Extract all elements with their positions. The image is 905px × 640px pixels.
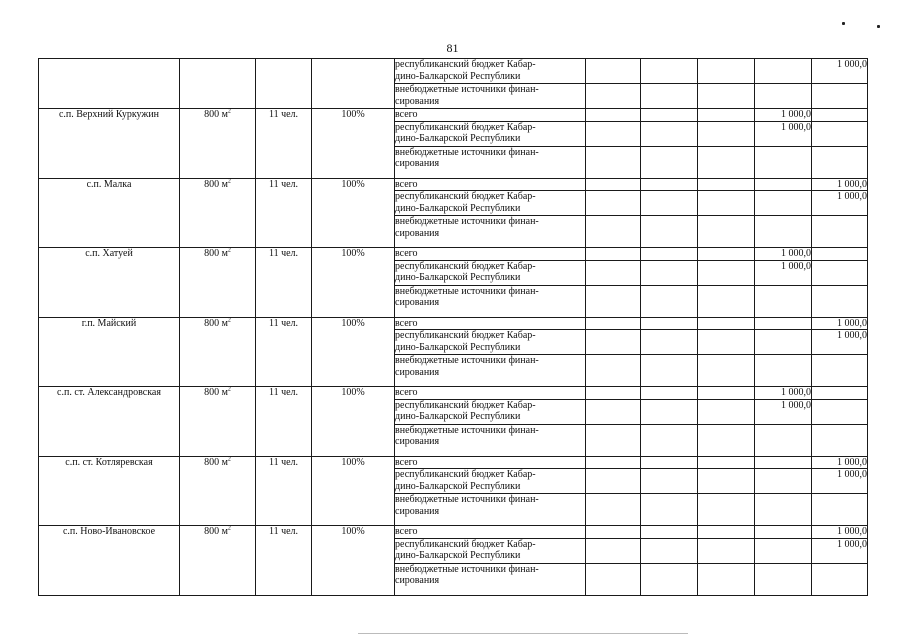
table-cell [698, 424, 755, 456]
source-label [395, 424, 586, 456]
source-label-text: сирования [395, 297, 440, 308]
table-cell [812, 216, 868, 248]
table-cell [812, 285, 868, 317]
table-cell [586, 121, 641, 146]
table-row [39, 456, 868, 469]
source-label-text: республиканский бюджет Кабар- [395, 191, 536, 202]
table-cell [641, 387, 698, 400]
source-label [395, 121, 586, 146]
table-cell [256, 59, 312, 109]
percent-cell: 100% [312, 526, 395, 596]
table-cell [586, 146, 641, 178]
amount-cell: 1 000,0 [812, 526, 868, 539]
area-unit-exponent: 2 [227, 456, 231, 463]
area-cell [180, 387, 256, 457]
source-label-text: всего [395, 317, 418, 329]
funding-table [38, 58, 868, 596]
table-cell [641, 424, 698, 456]
table-cell [641, 84, 698, 109]
table-cell [755, 494, 812, 526]
source-label-text: дино-Балкарской Республики [395, 202, 521, 214]
table-cell [698, 538, 755, 563]
table-cell [39, 59, 180, 109]
source-label-text: внебюджетные источники финан- [395, 563, 539, 575]
table-cell [755, 216, 812, 248]
amount-cell: 1 000,0 [812, 191, 868, 216]
source-label-text: внебюджетные источники финан- [395, 424, 539, 436]
table-row [39, 248, 868, 261]
source-label-text: внебюджетные источники финан- [395, 494, 539, 505]
source-label [395, 260, 586, 285]
table-cell [586, 538, 641, 563]
table-cell [641, 494, 698, 526]
table-cell [698, 248, 755, 261]
table-cell [698, 216, 755, 248]
table-cell [812, 355, 868, 387]
amount-cell: 1 000,0 [812, 317, 868, 330]
source-label: внебюджетные источники финан- сирования [395, 84, 586, 109]
source-label [395, 146, 586, 178]
table-cell [755, 456, 812, 469]
source-label-text: всего [395, 178, 418, 190]
table-cell [698, 456, 755, 469]
source-label [395, 526, 586, 539]
amount-cell: 1 000,0 [812, 538, 868, 563]
source-label [395, 563, 586, 595]
amount-cell: 1 000,0 [812, 456, 868, 469]
source-label [395, 330, 586, 355]
source-label [395, 178, 586, 191]
table-body [39, 59, 868, 596]
source-label-text: дино-Балкарской Республики [395, 550, 521, 561]
scan-mark [877, 25, 880, 28]
source-label-text: дино-Балкарской Республики [395, 480, 521, 492]
table-cell [812, 563, 868, 595]
table-cell [698, 317, 755, 330]
source-label [395, 456, 586, 469]
area-value: 800 м [204, 248, 228, 259]
source-label: республиканский бюджет Кабар- дино-Балкарской Республики [395, 59, 586, 84]
table-cell [641, 538, 698, 563]
table-cell [586, 84, 641, 109]
source-label-text: дино-Балкарской Республики [395, 341, 521, 353]
table-cell [586, 469, 641, 494]
percent-cell: 100% [312, 109, 395, 179]
table-cell [698, 399, 755, 424]
amount-cell: 1 000,0 [812, 178, 868, 191]
area-value: 800 м [204, 178, 228, 190]
source-label [395, 109, 586, 122]
table-cell [812, 424, 868, 456]
table-cell [312, 59, 395, 109]
source-label-text: республиканский бюджет Кабар- [395, 538, 536, 550]
source-label [395, 285, 586, 317]
table-row [39, 317, 868, 330]
source-label-text: сирования [395, 366, 440, 378]
source-label-text: сирования [395, 575, 440, 586]
table-row [39, 387, 868, 400]
people-cell: 11 чел. [256, 248, 312, 318]
table-cell [698, 526, 755, 539]
table-cell [641, 248, 698, 261]
area-unit-exponent: 2 [227, 317, 231, 324]
source-label [395, 248, 586, 261]
table-cell [698, 563, 755, 595]
table-row [39, 59, 868, 84]
table-cell [812, 248, 868, 261]
table-cell [755, 526, 812, 539]
table-cell [641, 191, 698, 216]
source-label-text: всего [395, 456, 418, 468]
percent-cell: 100% [312, 456, 395, 526]
table-cell [641, 399, 698, 424]
area-unit-exponent: 2 [227, 525, 231, 532]
table-cell [698, 191, 755, 216]
table-cell [586, 178, 641, 191]
amount-cell: 1 000,0 [755, 399, 812, 424]
table-cell [698, 355, 755, 387]
area-value: 800 м [204, 456, 228, 468]
source-label-text: всего [395, 387, 418, 398]
people-cell: 11 чел. [256, 387, 312, 457]
table-cell [812, 109, 868, 122]
table-cell [755, 355, 812, 387]
table-cell [755, 563, 812, 595]
source-label-text: сирования [395, 436, 440, 447]
table-cell [755, 84, 812, 109]
area-cell [180, 109, 256, 179]
source-label-text: внебюджетные источники финан- [395, 285, 539, 297]
table-cell [586, 330, 641, 355]
page-number: 81 [446, 41, 459, 55]
table-cell [586, 216, 641, 248]
table-cell [641, 260, 698, 285]
percent-cell: 100% [312, 178, 395, 248]
table-cell [812, 121, 868, 146]
table-cell [698, 260, 755, 285]
area-value: 800 м [204, 387, 228, 398]
amount-cell: 1 000,0 [755, 121, 812, 146]
area-value: 800 м [204, 317, 228, 329]
table-cell [812, 84, 868, 109]
source-label-text: всего [395, 526, 418, 537]
table-cell [641, 355, 698, 387]
table-cell [586, 424, 641, 456]
table-cell [698, 285, 755, 317]
area-value: 800 м [204, 526, 228, 537]
source-label-text: республиканский бюджет Кабар- [395, 469, 536, 480]
area-unit-exponent: 2 [227, 178, 231, 185]
table-cell [755, 330, 812, 355]
area-cell [180, 456, 256, 526]
source-label-text: сирования [395, 227, 440, 239]
table-cell [641, 146, 698, 178]
area-cell [180, 248, 256, 318]
table-cell [641, 563, 698, 595]
amount-cell: 1 000,0 [755, 387, 812, 400]
table-cell [641, 526, 698, 539]
table-cell [755, 469, 812, 494]
table-cell [698, 146, 755, 178]
table-cell [755, 191, 812, 216]
table-cell [641, 121, 698, 146]
source-label-text: внебюджетные источники финан- [395, 216, 539, 227]
table-row [39, 178, 868, 191]
table-cell [698, 59, 755, 84]
table-row [39, 109, 868, 122]
table-cell [698, 178, 755, 191]
source-label-text: внебюджетные источники финан- [395, 146, 539, 158]
table-cell [755, 317, 812, 330]
source-label-text: сирования [395, 158, 440, 169]
settlement-name: с.п. ст. Котляревская [39, 456, 180, 526]
source-label [395, 216, 586, 248]
table-row [39, 526, 868, 539]
amount-cell: 1 000,0 [755, 248, 812, 261]
table-cell [586, 526, 641, 539]
table-cell [586, 456, 641, 469]
table-cell [641, 285, 698, 317]
settlement-name: с.п. Верхний Куркужин [39, 109, 180, 179]
table-cell [586, 387, 641, 400]
area-unit-exponent: 2 [227, 247, 231, 254]
source-label-text: республиканский бюджет Кабар- [395, 330, 536, 341]
source-label [395, 538, 586, 563]
source-label-text: республиканский бюджет Кабар- [395, 121, 536, 133]
source-label-text: дино-Балкарской Республики [395, 133, 521, 144]
source-label [395, 191, 586, 216]
table-cell [812, 387, 868, 400]
area-cell [180, 317, 256, 387]
people-cell: 11 чел. [256, 178, 312, 248]
source-label [395, 317, 586, 330]
area-unit-exponent: 2 [227, 386, 231, 393]
table-cell [698, 387, 755, 400]
table-cell [698, 121, 755, 146]
area-value: 800 м [204, 109, 228, 120]
table-cell [812, 494, 868, 526]
people-cell: 11 чел. [256, 109, 312, 179]
table-cell [755, 424, 812, 456]
settlement-name: с.п. ст. Александровская [39, 387, 180, 457]
table-cell [698, 330, 755, 355]
table-cell [755, 178, 812, 191]
source-label [395, 494, 586, 526]
table-cell [698, 494, 755, 526]
table-cell [586, 399, 641, 424]
table-cell [586, 563, 641, 595]
area-unit-exponent: 2 [227, 108, 231, 115]
table-cell [698, 109, 755, 122]
amount-cell: 1 000,0 [755, 260, 812, 285]
table-cell [586, 59, 641, 84]
area-cell [180, 526, 256, 596]
table-cell [755, 59, 812, 84]
source-label-text: сирования [395, 505, 440, 517]
source-label-text: внебюджетные источники финан- [395, 355, 539, 366]
table-cell [586, 248, 641, 261]
table-cell [586, 355, 641, 387]
people-cell: 11 чел. [256, 526, 312, 596]
source-label [395, 387, 586, 400]
settlement-name: г.п. Майский [39, 317, 180, 387]
table-cell [586, 317, 641, 330]
table-cell [698, 469, 755, 494]
table-cell [586, 494, 641, 526]
people-cell: 11 чел. [256, 456, 312, 526]
footer-line [358, 633, 688, 634]
table-cell [641, 456, 698, 469]
table-cell [755, 285, 812, 317]
table-cell [641, 109, 698, 122]
people-cell: 11 чел. [256, 317, 312, 387]
percent-cell: 100% [312, 387, 395, 457]
table-cell [812, 260, 868, 285]
table-cell [641, 330, 698, 355]
amount-cell: 1 000,0 [755, 109, 812, 122]
source-label-text: всего [395, 109, 418, 120]
settlement-name: с.п. Ново-Ивановское [39, 526, 180, 596]
source-label-text: всего [395, 248, 418, 259]
source-label [395, 355, 586, 387]
source-label-text: дино-Балкарской Республики [395, 272, 521, 283]
amount-cell: 1 000,0 [812, 59, 868, 84]
settlement-name: с.п. Малка [39, 178, 180, 248]
table-cell [755, 146, 812, 178]
table-cell [586, 285, 641, 317]
source-label [395, 399, 586, 424]
table-cell [180, 59, 256, 109]
table-cell [698, 84, 755, 109]
table-cell [812, 146, 868, 178]
table-cell [586, 260, 641, 285]
percent-cell: 100% [312, 248, 395, 318]
percent-cell: 100% [312, 317, 395, 387]
scan-mark [842, 22, 845, 25]
source-label [395, 469, 586, 494]
table-cell [586, 191, 641, 216]
amount-cell: 1 000,0 [812, 330, 868, 355]
source-label-text: республиканский бюджет Кабар- [395, 399, 536, 411]
area-cell [180, 178, 256, 248]
table-cell [641, 178, 698, 191]
source-label-text: дино-Балкарской Республики [395, 411, 521, 422]
table-cell [641, 317, 698, 330]
table-cell [755, 538, 812, 563]
amount-cell: 1 000,0 [812, 469, 868, 494]
table-cell [812, 399, 868, 424]
table-cell [641, 59, 698, 84]
settlement-name: с.п. Хатуей [39, 248, 180, 318]
table-cell [641, 216, 698, 248]
source-label-text: республиканский бюджет Кабар- [395, 260, 536, 272]
table-cell [641, 469, 698, 494]
table-cell [586, 109, 641, 122]
